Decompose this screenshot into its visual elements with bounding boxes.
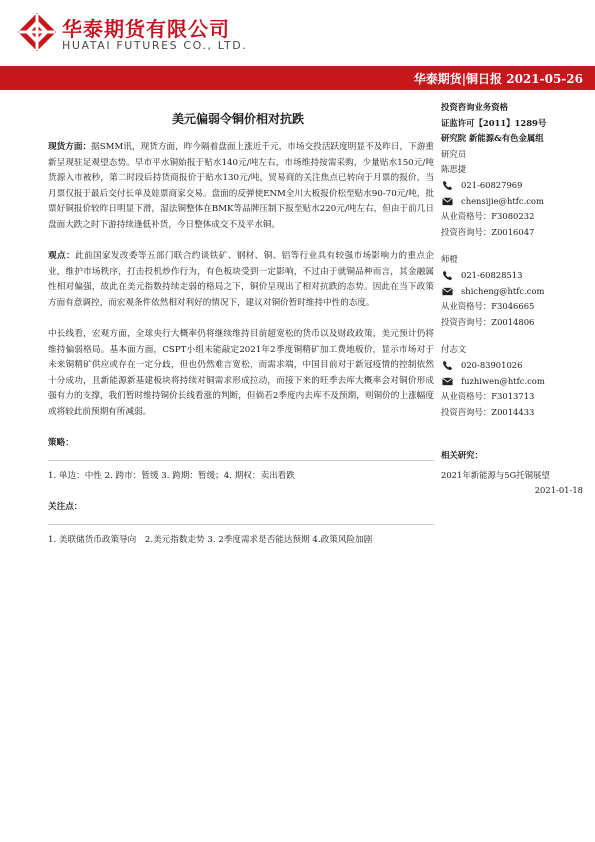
related-research-date: 2021-01-18: [534, 485, 583, 496]
analyst-cert: 从业资格号：F3013713: [441, 391, 535, 402]
email-icon: [441, 195, 453, 207]
analyst-email[interactable]: fuzhiwen@htfc.com: [441, 374, 587, 390]
related-research-title[interactable]: 2021年新能源与5G托铜展望: [441, 469, 550, 480]
analyst-cert: 从业资格号：F3080232: [441, 211, 535, 222]
phone-icon: [441, 180, 453, 192]
banner-text: 华泰期货|铜日报 2021-05-26: [413, 72, 583, 86]
analyst-cert: 从业资格号：F3046665: [441, 301, 535, 312]
related-research-heading: 相关研究：: [441, 450, 483, 461]
analyst-consult: 投资咨询号：Z0014433: [441, 406, 535, 417]
view-paragraph: [48, 249, 434, 311]
view-text: 此前国家发改委等五部门联合约谈铁矿、钢材、铜、铝等行业具有较强市场影响力的重点企业，维护市场秩序，打击投机炒作行为，有色板块受到一定影响，不过由于就铜品种而言，其金融属性相对偏强，故此在美元指数持续走弱的格局之下，铜价呈现出了相对抗跌的态势。因此在当下政策方面有意调控，而宏观条件依然相对利好的情况下，建议对铜价暂时维持中性的态度。: [48, 251, 434, 308]
company-name-cn: 华泰期货有限公司: [62, 17, 230, 41]
analyst-name: 师橙: [441, 254, 458, 265]
role-label: 研究员: [441, 148, 467, 159]
institute: 研究院 新能源&有色金属组: [441, 133, 544, 144]
strategy-heading: 策略：: [48, 438, 74, 448]
email-icon: [441, 375, 453, 387]
license-number: 证监许可【2011】1289号: [441, 117, 547, 128]
spot-text: 据SMM讯，现货方面，昨今隔着盘面上涨近千元，市场交投活跃度明显不及昨日，下游重新呈现驻足观望态势。早市平水铜始报于贴水140元/吨左右，市场维持按需采购，少量贴水150元/吨货源入市被秒，第二时段后持货商报价于贴水130元/吨，贸易商的关注焦点已转向于月票的报价，当月票仅报于最后交付长单及娃票商家交易。盘面的反弹使ENM全川大板报价松至贴水90-70元/吨，批票好铜报价较昨日明显下滑，湿法铜整体在BMK等品牌压制下报至贴水220元/吨左右，但由于前几日盘面大跌之时下游持续逢低补货，今日整体成交不及平水铜。: [48, 142, 434, 230]
focus-heading: 关注点：: [48, 502, 83, 512]
phone-icon: [441, 360, 453, 372]
analyst-name: 付志文: [441, 344, 467, 355]
spot-label: 现货方面：: [48, 142, 92, 152]
analyst-email[interactable]: shicheng@htfc.com: [441, 284, 587, 300]
report-title: 美元偏弱令铜价相对抗跌: [171, 112, 304, 126]
analyst-email[interactable]: chensijie@htfc.com: [441, 194, 587, 210]
focus-text: 1. 美联储货币政策导向 2.美元指数走势 3. 2季度需求是否能达预期 4.政策风险加剧: [48, 534, 373, 545]
long-term-paragraph: 中长线看，宏观方面，全球央行大概率仍将继续维持目前超宽松的货币以及财政政策，美元预计仍将维持偏弱格局。基本面方面，CSPT小组未能敲定2021年2季度铜精矿加工费地板价，显示市场对于未来铜精矿供应或存在一定分歧，但也仍然难言宽松，而需求端，中国目前对于新冠疫情的控制依然十分成功，且新能源新基建板块将持续对铜需求形成拉动，而接下来的旺季去库大概率会对铜价形成强有力的支撑，我们暂时维持铜价长线看涨的判断，但倘若2季度内去库不及预期，则铜价的上涨幅度或将较此前预期有所减弱。: [48, 329, 434, 417]
spot-paragraph: [48, 140, 434, 233]
analyst-phone: 021-60827969: [441, 178, 587, 194]
analyst-consult: 投资咨询号：Z0014806: [441, 316, 535, 327]
analyst-block: [441, 162, 587, 240]
analyst-name: 陈思捷: [441, 164, 467, 175]
huatai-logo: [17, 12, 57, 52]
strategy-text: 1. 单边：中性 2. 跨市：暂缓 3. 跨期：暂缓；4. 期权：卖出看跌: [48, 470, 295, 481]
analyst-consult: 投资咨询号：Z0016047: [441, 226, 535, 237]
strategy-divider: [48, 460, 434, 461]
analyst-block: [441, 342, 587, 420]
view-label: 观点：: [48, 251, 75, 261]
report-banner: [0, 66, 595, 90]
analyst-sidebar: [441, 100, 587, 499]
analyst-block: [441, 252, 587, 330]
report-body: [48, 140, 434, 564]
analyst-phone: 021-60828513: [441, 268, 587, 284]
analyst-phone: 020-83901026: [441, 358, 587, 374]
email-icon: [441, 285, 453, 297]
focus-divider: [48, 524, 434, 525]
qualification: 投资咨询业务资格: [441, 102, 508, 112]
company-name-en: HUATAI FUTURES CO., LTD.: [62, 39, 248, 52]
phone-icon: [441, 270, 453, 282]
